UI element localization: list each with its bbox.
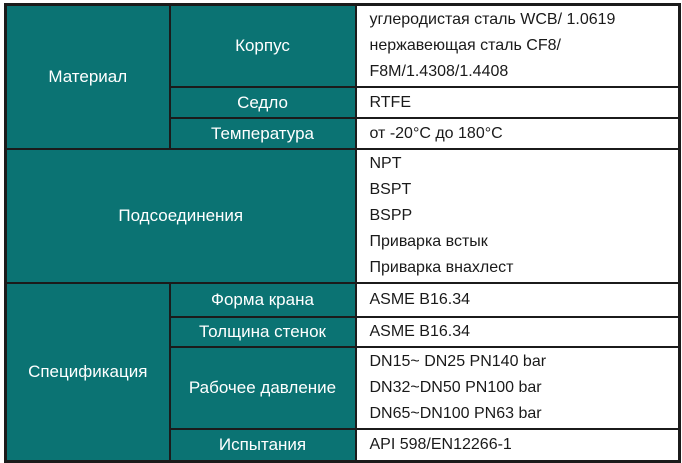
value-cell-sedlo: [356, 87, 680, 118]
table-row: [6, 5, 680, 88]
value-line: ASME B16.34: [369, 323, 470, 340]
table-row: [6, 283, 680, 317]
value-line: от -20°C до 180°C: [369, 124, 503, 142]
param-cell-forma-krana: Форма крана: [170, 283, 356, 317]
value-line: NPT: [369, 155, 402, 172]
value-line: API 598/EN12266-1: [369, 435, 512, 453]
value-line: Приварка внахлест: [369, 259, 514, 276]
value-cell-korpus: [356, 5, 680, 88]
value-cell-rabochee-davlenie: [356, 347, 680, 429]
value-line: нержавеющая сталь CF8/: [369, 37, 561, 54]
value-line: Приварка встык: [369, 233, 488, 250]
value-cell-tolshina-stenok: [356, 317, 680, 347]
value-line: BSPP: [369, 207, 413, 224]
group-cell-specifikaciya: Спецификация: [6, 283, 170, 461]
table-row: [6, 149, 680, 283]
value-line: DN65~DN100 PN63 bar: [369, 405, 542, 422]
param-cell-temperatura: Температура: [170, 118, 356, 149]
value-line: DN32~DN50 PN100 bar: [369, 379, 542, 396]
param-cell-tolshina-stenok: Толщина стенок: [170, 317, 356, 347]
value-line: углеродистая сталь WCB/ 1.0619: [369, 11, 616, 28]
value-line: RTFE: [369, 93, 411, 111]
value-line: ASME B16.34: [369, 291, 470, 308]
param-cell-ispytaniya: Испытания: [170, 429, 356, 461]
value-line: DN15~ DN25 PN140 bar: [369, 353, 547, 370]
spec-table: [4, 3, 681, 463]
value-cell-forma-krana: [356, 283, 680, 317]
value-cell-ispytaniya: [356, 429, 680, 461]
group-cell-material: Материал: [6, 5, 170, 150]
param-cell-sedlo: Седло: [170, 87, 356, 118]
group-cell-podsoedineniya: Подсоединения: [6, 149, 356, 283]
value-line: BSPT: [369, 181, 412, 198]
value-cell-temperatura: [356, 118, 680, 149]
value-line: F8M/1.4308/1.4408: [369, 63, 509, 80]
param-cell-rabochee-davlenie: Рабочее давление: [170, 347, 356, 429]
value-cell-podsoedineniya: [356, 149, 680, 283]
param-cell-korpus: Корпус: [170, 5, 356, 88]
